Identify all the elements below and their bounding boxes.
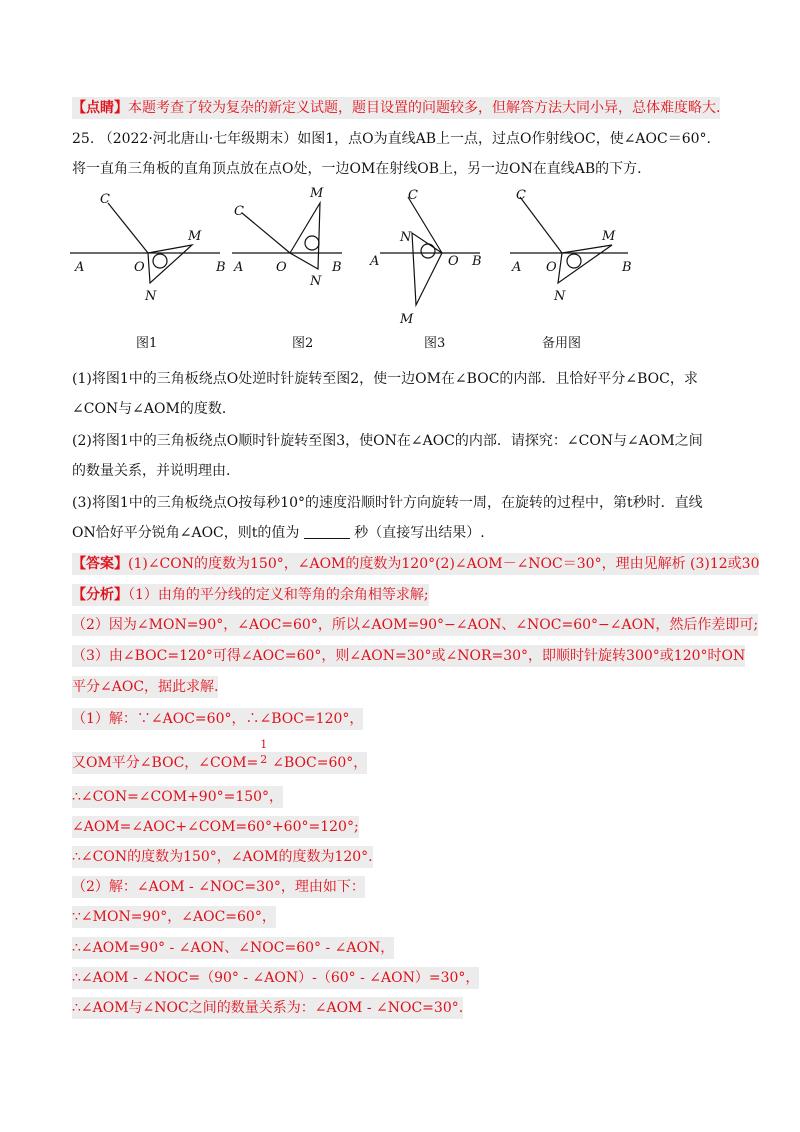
answer-line <box>72 553 759 575</box>
fraction-numerator: 1 <box>260 738 268 751</box>
analysis-p2: （2）因为∠MON=90°，∠AOC=60°，所以∠AOM=90°−∠AON、∠NOC=60°−∠AON，然后作差即可; <box>72 614 758 636</box>
fig1-caption: 图1 <box>136 336 158 351</box>
solution-s6: （2）解：∠AOM - ∠NOC=30°，理由如下： <box>72 876 365 898</box>
question-number: 25. <box>72 131 95 147</box>
figure-backup <box>510 183 670 368</box>
fig2-label-a: A <box>234 260 244 275</box>
highlight-text: 本题考查了较为复杂的新定义试题，题目设置的问题较多，但解答方法大同小异，总体难度略大. <box>128 100 721 116</box>
figb-caption: 备用图 <box>542 336 582 351</box>
figb-label-c: C <box>516 188 526 203</box>
fraction-half <box>258 738 272 774</box>
q3-text-a: ON恰好平分锐角∠AOC，则t的值为 <box>72 525 300 541</box>
analysis-p1: （1）由角的平分线的定义和等角的余角相等求解; <box>128 587 429 603</box>
answer-text: (1)∠CON的度数为150°，∠AOM的度数为120°(2)∠AOM－∠NOC＝30°，理由见解析 (3)12或30 <box>128 556 760 572</box>
fig1-label-b: B <box>216 260 226 275</box>
figb-label-n: N <box>554 289 566 304</box>
fig3-label-o: O <box>448 254 459 269</box>
fig1-label-o: O <box>134 260 145 275</box>
fig3-label-m: M <box>400 312 414 327</box>
analysis-p3-line-2: 平分∠AOC，据此求解. <box>72 676 218 698</box>
figures-row <box>60 183 740 368</box>
figb-label-m: M <box>602 229 616 244</box>
solution-s3: ∴∠CON=∠COM+90°=150°， <box>72 786 283 808</box>
solution-s8: ∴∠AOM=90° - ∠AON、∠NOC=60° - ∠AON， <box>72 937 394 959</box>
solution-s2-pre: 又OM平分∠BOC，∠COM <box>72 755 247 771</box>
q3-line-1: (3)将图1中的三角板绕点O按每秒10°的速度沿顺时针方向旋转一周，在旋转的过程中，第t秒时．直线 <box>72 495 703 511</box>
analysis-p3-line-1: （3）由∠BOC=120°可得∠AOC=60°，则∠AON=30°或∠NOR=30°，即顺时针旋转300°或120°时ON <box>72 645 745 667</box>
q3-text-b: 秒（直接写出结果）. <box>354 525 485 541</box>
fig2-caption: 图2 <box>292 336 314 351</box>
fig2-label-o: O <box>276 260 287 275</box>
solution-s2 <box>72 738 368 774</box>
answer-blank <box>304 524 350 539</box>
solution-s1: （1）解：∵∠AOC=60°，∴∠BOC=120°， <box>72 708 363 730</box>
fig2-label-c: C <box>234 204 244 219</box>
fig3-caption: 图3 <box>424 336 446 351</box>
solution-s10: ∴∠AOM与∠NOC之间的数量关系为：∠AOM - ∠NOC=30°. <box>72 997 463 1019</box>
figb-label-a: A <box>512 260 522 275</box>
figb-label-o: O <box>546 260 557 275</box>
fig3-label-c: C <box>408 188 418 203</box>
fig2-label-m: M <box>310 186 324 201</box>
fig1-label-c: C <box>100 192 110 207</box>
solution-s9: ∴∠AOM - ∠NOC=（90° - ∠AON）-（60° - ∠AON）=30°， <box>72 967 479 989</box>
fig1-label-m: M <box>188 229 202 244</box>
solution-s4: ∠AOM=∠AOC+∠COM=60°+60°=120°; <box>72 816 359 838</box>
analysis-tag: 【分析】 <box>72 587 128 603</box>
fig2-label-b: B <box>332 260 342 275</box>
question-source: （2022·河北唐山·七年级期末） <box>98 131 298 147</box>
figure-2 <box>232 183 392 368</box>
solution-s2-post: ∠BOC=60°， <box>272 755 368 771</box>
fig3-label-b: B <box>472 254 482 269</box>
question-line1-rest: 如图1，点O为直线AB上一点，过点O作射线OC，使∠AOC＝60°. <box>297 131 711 147</box>
fig1-label-n: N <box>145 289 157 304</box>
fig2-label-n: N <box>310 274 322 289</box>
analysis-head <box>72 584 429 606</box>
fraction-denominator: 2 <box>260 753 268 766</box>
highlight-note <box>72 97 720 119</box>
q3-line-2 <box>72 522 485 544</box>
q1-line-1: (1)将图1中的三角板绕点O处逆时针旋转至图2，使一边OM在∠BOC的内部．且恰好平分∠BOC，求 <box>72 371 698 387</box>
answer-tag: 【答案】 <box>72 556 128 572</box>
solution-s5: ∴∠CON的度数为150°，∠AOM的度数为120°. <box>72 846 373 868</box>
question-line-2: 将一直角三角板的直角顶点放在点O处，一边OM在射线OB上，另一边ON在直线AB的下方. <box>72 161 642 177</box>
fig1-label-a: A <box>75 260 85 275</box>
solution-s2-eq: = <box>246 755 259 771</box>
q2-line-2: 的数量关系，并说明理由. <box>72 463 231 479</box>
highlight-tag: 【点睛】 <box>72 100 128 116</box>
fig3-label-a: A <box>370 254 380 269</box>
solution-s7: ∵∠MON=90°，∠AOC=60°， <box>72 906 276 928</box>
q1-line-2: ∠CON与∠AOM的度数． <box>72 401 236 417</box>
figure-3 <box>370 183 530 368</box>
fig3-label-n: N <box>400 230 412 245</box>
figb-label-b: B <box>622 260 632 275</box>
question-line-1 <box>72 128 711 150</box>
q2-line-1: (2)将图1中的三角板绕点O顺时针旋转至图3，使ON在∠AOC的内部．请探究：∠CON与∠AOM之间 <box>72 433 703 449</box>
figure-1 <box>70 183 230 368</box>
